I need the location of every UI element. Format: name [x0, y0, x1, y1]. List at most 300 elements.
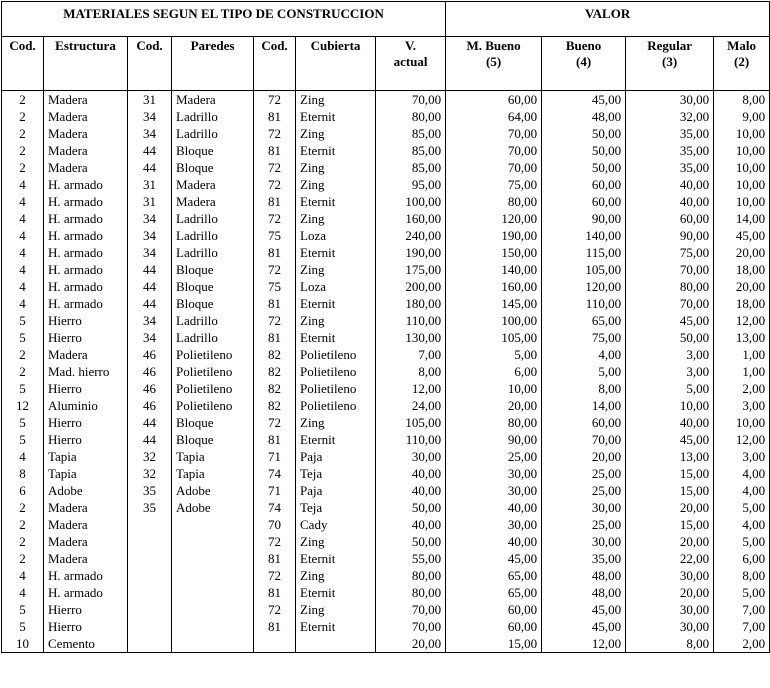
cell-regular: 20,00 [626, 499, 714, 516]
cell-cubierta: Paja [296, 482, 376, 499]
cell-cod-estructura: 4 [2, 227, 44, 244]
cell-malo: 3,00 [714, 397, 770, 414]
cell-cod-estructura: 5 [2, 312, 44, 329]
cell-paredes: Bloque [172, 142, 254, 159]
cell-malo: 4,00 [714, 482, 770, 499]
cell-cod-paredes: 44 [128, 295, 172, 312]
cell-malo: 10,00 [714, 414, 770, 431]
cell-paredes: Polietileno [172, 346, 254, 363]
cell-regular: 32,00 [626, 108, 714, 125]
cell-paredes: Ladrillo [172, 108, 254, 125]
table-row [2, 431, 770, 448]
cell-cod-paredes: 31 [128, 91, 172, 109]
cell-cubierta: Zing [296, 601, 376, 618]
cell-cod-cubierta: 72 [254, 533, 296, 550]
cell-estructura: H. armado [44, 244, 128, 261]
cell-v-actual: 130,00 [376, 329, 446, 346]
col-header-cod-paredes: Cod. [128, 37, 172, 91]
cell-m-bueno: 75,00 [446, 176, 542, 193]
table-row [2, 618, 770, 635]
cell-cod-cubierta: 81 [254, 193, 296, 210]
cell-cubierta: Loza [296, 278, 376, 295]
cell-cod-estructura: 4 [2, 584, 44, 601]
cell-estructura: H. armado [44, 261, 128, 278]
bueno-line2: (4) [575, 54, 592, 69]
cell-v-actual: 50,00 [376, 499, 446, 516]
cell-cod-paredes [128, 618, 172, 635]
cell-malo: 7,00 [714, 601, 770, 618]
cell-bueno: 48,00 [542, 584, 626, 601]
cell-malo: 2,00 [714, 380, 770, 397]
cell-paredes: Madera [172, 91, 254, 109]
cell-cod-paredes [128, 567, 172, 584]
cell-cubierta: Polietileno [296, 363, 376, 380]
cell-paredes [172, 584, 254, 601]
cell-cod-cubierta: 82 [254, 346, 296, 363]
cell-m-bueno: 25,00 [446, 448, 542, 465]
cell-malo: 5,00 [714, 499, 770, 516]
cell-paredes: Ladrillo [172, 227, 254, 244]
cell-cod-estructura: 2 [2, 363, 44, 380]
cell-estructura: Madera [44, 346, 128, 363]
col-header-v-actual [376, 37, 446, 91]
cell-v-actual: 110,00 [376, 312, 446, 329]
cell-cod-estructura: 5 [2, 380, 44, 397]
cell-cod-paredes: 44 [128, 414, 172, 431]
regular-line1: Regular [647, 38, 692, 53]
cell-paredes [172, 516, 254, 533]
cell-cod-estructura: 5 [2, 431, 44, 448]
cell-cod-estructura: 2 [2, 125, 44, 142]
cell-paredes: Ladrillo [172, 210, 254, 227]
cell-cod-cubierta: 81 [254, 108, 296, 125]
regular-line2: (3) [661, 54, 678, 69]
cell-malo: 6,00 [714, 550, 770, 567]
cell-v-actual: 100,00 [376, 193, 446, 210]
cell-paredes: Adobe [172, 482, 254, 499]
cell-cod-cubierta: 72 [254, 312, 296, 329]
cell-estructura: Tapia [44, 448, 128, 465]
cell-bueno: 60,00 [542, 414, 626, 431]
cell-cod-paredes: 34 [128, 108, 172, 125]
cell-malo: 2,00 [714, 635, 770, 653]
cell-bueno: 25,00 [542, 482, 626, 499]
cell-regular: 8,00 [626, 635, 714, 653]
cell-m-bueno: 30,00 [446, 482, 542, 499]
cell-m-bueno: 90,00 [446, 431, 542, 448]
cell-cod-cubierta: 82 [254, 363, 296, 380]
cell-estructura: Hierro [44, 380, 128, 397]
valor-title: VALOR [446, 2, 770, 37]
col-header-paredes: Paredes [172, 37, 254, 91]
cell-cod-estructura: 5 [2, 601, 44, 618]
table-row [2, 278, 770, 295]
cell-v-actual: 85,00 [376, 125, 446, 142]
cell-estructura: H. armado [44, 295, 128, 312]
cell-cubierta: Teja [296, 499, 376, 516]
cell-regular: 3,00 [626, 346, 714, 363]
cell-malo: 10,00 [714, 176, 770, 193]
cell-cod-cubierta: 71 [254, 448, 296, 465]
cell-v-actual: 85,00 [376, 142, 446, 159]
cell-malo: 45,00 [714, 227, 770, 244]
cell-malo: 10,00 [714, 193, 770, 210]
col-header-malo [714, 37, 770, 91]
cell-bueno: 4,00 [542, 346, 626, 363]
cell-bueno: 5,00 [542, 363, 626, 380]
cell-v-actual: 160,00 [376, 210, 446, 227]
cell-cubierta: Paja [296, 448, 376, 465]
table-row [2, 329, 770, 346]
cell-estructura: Madera [44, 142, 128, 159]
cell-malo: 5,00 [714, 533, 770, 550]
cell-m-bueno: 140,00 [446, 261, 542, 278]
cell-cod-paredes: 44 [128, 431, 172, 448]
v-actual-line1: V. [405, 38, 417, 53]
cell-v-actual: 70,00 [376, 601, 446, 618]
cell-estructura: Madera [44, 516, 128, 533]
cell-cubierta: Zing [296, 261, 376, 278]
cell-cod-estructura: 2 [2, 533, 44, 550]
cell-paredes [172, 618, 254, 635]
cell-regular: 45,00 [626, 431, 714, 448]
cell-estructura: Adobe [44, 482, 128, 499]
cell-v-actual: 70,00 [376, 91, 446, 109]
cell-cubierta: Polietileno [296, 397, 376, 414]
table-row [2, 380, 770, 397]
table-row [2, 261, 770, 278]
cell-m-bueno: 65,00 [446, 584, 542, 601]
cell-estructura: H. armado [44, 278, 128, 295]
table-row [2, 363, 770, 380]
cell-estructura: H. armado [44, 210, 128, 227]
cell-cod-paredes: 31 [128, 176, 172, 193]
cell-m-bueno: 20,00 [446, 397, 542, 414]
cell-m-bueno: 65,00 [446, 567, 542, 584]
cell-cubierta: Eternit [296, 431, 376, 448]
cell-estructura: Aluminio [44, 397, 128, 414]
cell-regular: 35,00 [626, 159, 714, 176]
malo-line2: (2) [734, 54, 750, 69]
cell-paredes [172, 601, 254, 618]
cell-cubierta: Eternit [296, 295, 376, 312]
cell-paredes: Ladrillo [172, 312, 254, 329]
cell-m-bueno: 5,00 [446, 346, 542, 363]
table-row [2, 550, 770, 567]
cell-cod-paredes: 32 [128, 448, 172, 465]
cell-v-actual: 80,00 [376, 567, 446, 584]
cell-estructura: H. armado [44, 584, 128, 601]
cell-paredes: Polietileno [172, 380, 254, 397]
cell-cubierta: Eternit [296, 193, 376, 210]
cell-cod-estructura: 4 [2, 295, 44, 312]
cell-cubierta: Cady [296, 516, 376, 533]
cell-paredes: Adobe [172, 499, 254, 516]
cell-malo: 4,00 [714, 465, 770, 482]
cell-cubierta: Zing [296, 567, 376, 584]
table-row [2, 533, 770, 550]
cell-cod-estructura: 5 [2, 618, 44, 635]
cell-v-actual: 175,00 [376, 261, 446, 278]
cell-cod-estructura: 4 [2, 176, 44, 193]
cell-cod-paredes [128, 635, 172, 653]
cell-cod-cubierta: 75 [254, 227, 296, 244]
cell-cod-cubierta: 72 [254, 91, 296, 109]
cell-cod-paredes: 46 [128, 363, 172, 380]
cell-malo: 12,00 [714, 431, 770, 448]
cell-v-actual: 40,00 [376, 482, 446, 499]
cell-m-bueno: 60,00 [446, 618, 542, 635]
cell-paredes [172, 533, 254, 550]
table-row [2, 346, 770, 363]
cell-cod-cubierta: 74 [254, 499, 296, 516]
cell-bueno: 140,00 [542, 227, 626, 244]
cell-bueno: 30,00 [542, 533, 626, 550]
cell-cod-cubierta: 71 [254, 482, 296, 499]
cell-regular: 40,00 [626, 176, 714, 193]
cell-v-actual: 110,00 [376, 431, 446, 448]
cell-cod-cubierta: 82 [254, 380, 296, 397]
cell-cod-estructura: 4 [2, 448, 44, 465]
cell-cubierta: Polietileno [296, 380, 376, 397]
cell-paredes: Tapia [172, 465, 254, 482]
cell-estructura: H. armado [44, 176, 128, 193]
cell-cubierta: Eternit [296, 550, 376, 567]
cell-malo: 9,00 [714, 108, 770, 125]
cell-v-actual: 7,00 [376, 346, 446, 363]
cell-malo: 8,00 [714, 567, 770, 584]
cell-cod-paredes [128, 601, 172, 618]
cell-cod-paredes: 34 [128, 210, 172, 227]
cell-cubierta: Zing [296, 312, 376, 329]
cell-cod-cubierta: 70 [254, 516, 296, 533]
cell-m-bueno: 100,00 [446, 312, 542, 329]
cell-m-bueno: 105,00 [446, 329, 542, 346]
cell-regular: 5,00 [626, 380, 714, 397]
cell-cubierta: Zing [296, 159, 376, 176]
table-row [2, 601, 770, 618]
cell-cubierta: Zing [296, 414, 376, 431]
cell-regular: 3,00 [626, 363, 714, 380]
cell-v-actual: 240,00 [376, 227, 446, 244]
cell-bueno: 48,00 [542, 567, 626, 584]
cell-v-actual: 40,00 [376, 465, 446, 482]
cell-v-actual: 200,00 [376, 278, 446, 295]
cell-bueno: 75,00 [542, 329, 626, 346]
cell-cubierta: Eternit [296, 618, 376, 635]
bueno-line1: Bueno [565, 38, 602, 53]
cell-regular: 15,00 [626, 482, 714, 499]
cell-cod-estructura: 2 [2, 108, 44, 125]
cell-malo: 1,00 [714, 363, 770, 380]
cell-v-actual: 20,00 [376, 635, 446, 653]
cell-cod-estructura: 5 [2, 414, 44, 431]
col-header-bueno [542, 37, 626, 91]
cell-paredes: Madera [172, 193, 254, 210]
cell-cod-paredes: 46 [128, 346, 172, 363]
cell-v-actual: 30,00 [376, 448, 446, 465]
table-row [2, 465, 770, 482]
cell-v-actual: 105,00 [376, 414, 446, 431]
cell-cod-cubierta: 72 [254, 176, 296, 193]
cell-bueno: 48,00 [542, 108, 626, 125]
cell-malo: 7,00 [714, 618, 770, 635]
cell-cod-cubierta: 81 [254, 550, 296, 567]
cell-v-actual: 70,00 [376, 618, 446, 635]
cell-cod-cubierta: 72 [254, 261, 296, 278]
cell-m-bueno: 150,00 [446, 244, 542, 261]
cell-paredes: Madera [172, 176, 254, 193]
cell-malo: 10,00 [714, 159, 770, 176]
cell-m-bueno: 6,00 [446, 363, 542, 380]
cell-malo: 10,00 [714, 142, 770, 159]
cell-cod-estructura: 2 [2, 91, 44, 109]
table-row [2, 635, 770, 653]
cell-m-bueno: 145,00 [446, 295, 542, 312]
cell-malo: 4,00 [714, 516, 770, 533]
cell-malo: 5,00 [714, 584, 770, 601]
cell-regular: 20,00 [626, 584, 714, 601]
table-row [2, 567, 770, 584]
title-row [2, 2, 770, 37]
malo-line1: Malo [727, 38, 757, 53]
cell-regular: 35,00 [626, 142, 714, 159]
cell-cod-cubierta: 74 [254, 465, 296, 482]
cell-m-bueno: 60,00 [446, 601, 542, 618]
cell-bueno: 60,00 [542, 193, 626, 210]
cell-cod-paredes [128, 516, 172, 533]
cell-bueno: 45,00 [542, 618, 626, 635]
cell-cod-paredes: 46 [128, 380, 172, 397]
col-header-cubierta: Cubierta [296, 37, 376, 91]
cell-v-actual: 50,00 [376, 533, 446, 550]
cell-cod-estructura: 4 [2, 210, 44, 227]
cell-cod-cubierta: 82 [254, 397, 296, 414]
cell-cod-paredes: 34 [128, 329, 172, 346]
cell-cod-cubierta: 81 [254, 584, 296, 601]
cell-cod-paredes: 31 [128, 193, 172, 210]
cell-m-bueno: 10,00 [446, 380, 542, 397]
cell-m-bueno: 60,00 [446, 91, 542, 109]
cell-bueno: 60,00 [542, 176, 626, 193]
cell-regular: 60,00 [626, 210, 714, 227]
cell-m-bueno: 70,00 [446, 159, 542, 176]
cell-regular: 75,00 [626, 244, 714, 261]
cell-malo: 14,00 [714, 210, 770, 227]
cell-regular: 20,00 [626, 533, 714, 550]
cell-cod-estructura: 8 [2, 465, 44, 482]
cell-v-actual: 95,00 [376, 176, 446, 193]
cell-paredes [172, 550, 254, 567]
cell-v-actual: 12,00 [376, 380, 446, 397]
cell-bueno: 105,00 [542, 261, 626, 278]
cell-paredes: Ladrillo [172, 125, 254, 142]
cell-cod-cubierta: 81 [254, 142, 296, 159]
cell-cod-cubierta: 72 [254, 159, 296, 176]
cell-cod-estructura: 4 [2, 567, 44, 584]
cell-paredes: Bloque [172, 431, 254, 448]
cell-regular: 30,00 [626, 91, 714, 109]
cell-regular: 30,00 [626, 601, 714, 618]
cell-malo: 12,00 [714, 312, 770, 329]
cell-regular: 50,00 [626, 329, 714, 346]
cell-cod-cubierta: 72 [254, 210, 296, 227]
m-bueno-line2: (5) [485, 54, 502, 69]
table-row [2, 193, 770, 210]
cell-bueno: 50,00 [542, 125, 626, 142]
table-row [2, 516, 770, 533]
cell-regular: 70,00 [626, 295, 714, 312]
cell-cod-paredes: 34 [128, 312, 172, 329]
cell-m-bueno: 40,00 [446, 533, 542, 550]
cell-paredes: Bloque [172, 159, 254, 176]
cell-cod-paredes: 34 [128, 125, 172, 142]
cell-cod-estructura: 2 [2, 142, 44, 159]
cell-bueno: 70,00 [542, 431, 626, 448]
cell-malo: 3,00 [714, 448, 770, 465]
cell-estructura: Hierro [44, 431, 128, 448]
cell-cod-paredes [128, 550, 172, 567]
table-row [2, 125, 770, 142]
cell-v-actual: 80,00 [376, 108, 446, 125]
cell-m-bueno: 15,00 [446, 635, 542, 653]
cell-cod-paredes: 34 [128, 244, 172, 261]
table-row [2, 448, 770, 465]
cell-m-bueno: 160,00 [446, 278, 542, 295]
cell-estructura: Madera [44, 159, 128, 176]
cell-v-actual: 40,00 [376, 516, 446, 533]
cell-m-bueno: 30,00 [446, 465, 542, 482]
cell-cod-estructura: 4 [2, 244, 44, 261]
cell-v-actual: 180,00 [376, 295, 446, 312]
cell-cod-cubierta: 81 [254, 329, 296, 346]
cell-paredes: Bloque [172, 278, 254, 295]
v-actual-line2: actual [393, 54, 428, 69]
cell-bueno: 20,00 [542, 448, 626, 465]
cell-cod-estructura: 4 [2, 278, 44, 295]
cell-estructura: Madera [44, 550, 128, 567]
cell-cod-paredes: 44 [128, 142, 172, 159]
cell-cod-cubierta: 72 [254, 567, 296, 584]
cell-regular: 13,00 [626, 448, 714, 465]
cell-bueno: 45,00 [542, 601, 626, 618]
cell-bueno: 35,00 [542, 550, 626, 567]
cell-regular: 30,00 [626, 618, 714, 635]
cell-cod-estructura: 10 [2, 635, 44, 653]
col-header-estructura: Estructura [44, 37, 128, 91]
cell-estructura: Hierro [44, 601, 128, 618]
cell-cod-paredes: 44 [128, 159, 172, 176]
cell-regular: 15,00 [626, 516, 714, 533]
cell-cod-cubierta: 75 [254, 278, 296, 295]
cell-bueno: 110,00 [542, 295, 626, 312]
cell-cod-cubierta: 81 [254, 244, 296, 261]
cell-bueno: 30,00 [542, 499, 626, 516]
col-header-cod-cubierta: Cod. [254, 37, 296, 91]
cell-m-bueno: 80,00 [446, 193, 542, 210]
cell-cod-estructura: 2 [2, 550, 44, 567]
cell-regular: 45,00 [626, 312, 714, 329]
cell-paredes: Polietileno [172, 363, 254, 380]
table-row [2, 108, 770, 125]
cell-cubierta: Zing [296, 533, 376, 550]
cell-bueno: 115,00 [542, 244, 626, 261]
cell-cod-paredes: 34 [128, 227, 172, 244]
cell-cod-paredes: 44 [128, 278, 172, 295]
cell-paredes [172, 567, 254, 584]
cell-regular: 15,00 [626, 465, 714, 482]
cell-cubierta: Eternit [296, 108, 376, 125]
